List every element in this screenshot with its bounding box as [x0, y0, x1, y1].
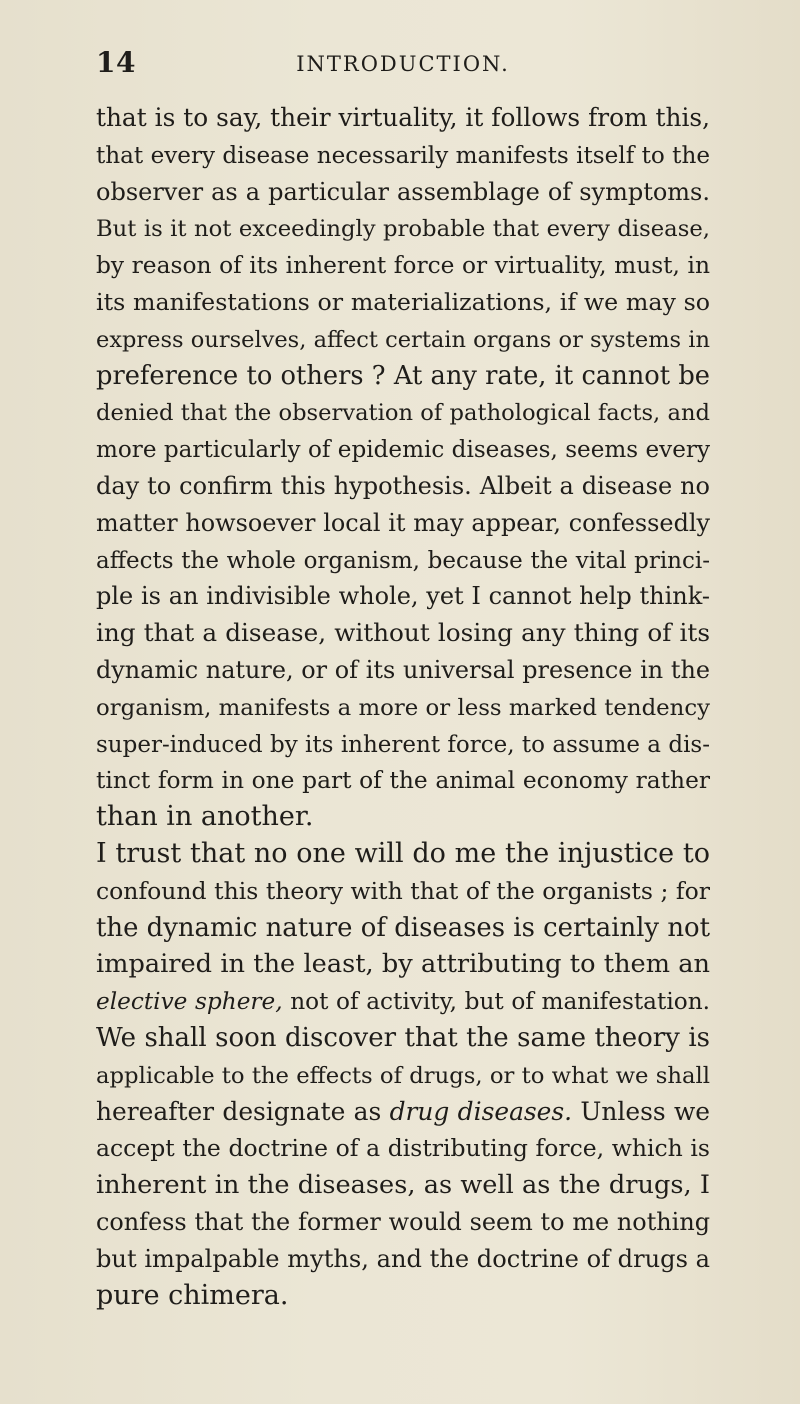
text-segment: not of activity, but of manifestation. [282, 988, 710, 1016]
text-segment: accept the doctrine of a distributing force, which is [96, 1134, 710, 1163]
text-segment: denied that the observation of pathological facts, and [96, 400, 710, 427]
text-segment: observer as a particular assemblage of symptoms. [96, 177, 710, 206]
text-line [96, 394, 710, 431]
text-segment: tinct form in one part of the animal economy rather [96, 767, 710, 795]
text-segment: organism, manifests a more or less marked tendency [96, 694, 710, 721]
text-line [96, 505, 710, 542]
text-segment: day to confirm this hypothesis. Albeit a disease no [96, 471, 710, 500]
text-line [96, 210, 710, 247]
text-segment: applicable to the effects of drugs, or to what we shall [96, 1062, 710, 1089]
text-line [96, 983, 710, 1020]
text-segment: its manifestations or materializations, if we may so [96, 287, 710, 316]
text-line [96, 247, 710, 284]
running-head: INTRODUCTION. [296, 52, 510, 76]
text-line [96, 799, 710, 836]
text-segment: that every disease necessarily manifests itself to the [96, 142, 710, 169]
page-header [96, 46, 710, 82]
text-segment: Unless we [572, 1096, 711, 1126]
text-segment: confess that the former would seem to me nothing [96, 1207, 710, 1236]
italic-text-segment: drug diseases. [389, 1096, 573, 1126]
body-text [96, 100, 710, 1314]
text-line [96, 726, 710, 763]
text-line [96, 946, 710, 983]
text-segment: We shall soon discover that the same theory is [96, 1022, 710, 1053]
text-segment: But is it not exceedingly probable that every disease, [96, 216, 710, 243]
text-line [96, 468, 710, 505]
text-segment: ple is an indivisible whole, yet I cannot help think- [96, 582, 710, 611]
text-line [96, 615, 710, 652]
text-line [96, 1057, 710, 1094]
text-line [96, 762, 710, 799]
text-segment: matter howsoever local it may appear, confessedly [96, 508, 710, 537]
text-line [96, 873, 710, 910]
text-line [96, 100, 710, 137]
text-segment: ing that a disease, without losing any thing of its [96, 618, 710, 648]
text-segment: inherent in the diseases, as well as the drugs, I [96, 1170, 710, 1201]
text-segment: pure chimera. [96, 1279, 289, 1311]
text-line [96, 1130, 710, 1167]
text-segment: affects the whole organism, because the vital princi- [96, 547, 710, 574]
text-segment: the dynamic nature of diseases is certainly not [96, 912, 710, 943]
text-segment: that is to say, their virtuality, it follows from this, [96, 103, 710, 132]
text-line [96, 1020, 710, 1057]
text-line [96, 358, 710, 395]
text-line [96, 542, 710, 579]
text-segment: I trust that no one will do me the injustice to [96, 837, 710, 869]
text-segment: super-induced by its inherent force, to assume a dis- [96, 731, 710, 758]
text-line [96, 689, 710, 726]
text-segment: hereafter designate as [96, 1096, 390, 1126]
text-line [96, 1241, 710, 1278]
text-line [96, 1094, 710, 1131]
text-line [96, 578, 710, 615]
text-segment: dynamic nature, or of its universal presence in the [96, 655, 710, 684]
text-line [96, 174, 710, 211]
text-line [96, 1278, 710, 1315]
text-segment: confound this theory with that of the organists ; for [96, 876, 710, 905]
text-segment: than in another. [96, 801, 314, 833]
text-line [96, 652, 710, 689]
text-line [96, 431, 710, 468]
text-line [96, 321, 710, 358]
page-number: 14 [96, 46, 136, 79]
text-segment: express ourselves, affect certain organs or systems in [96, 326, 710, 353]
text-segment: preference to others ? At any rate, it cannot be [96, 360, 710, 391]
text-line [96, 284, 710, 321]
text-line [96, 137, 710, 174]
text-segment: but impalpable myths, and the doctrine of drugs a [96, 1244, 710, 1273]
text-line [96, 1204, 710, 1241]
text-segment: more particularly of epidemic diseases, seems every [96, 437, 710, 464]
text-line [96, 1167, 710, 1204]
text-segment: impaired in the least, by attributing to them an [96, 949, 710, 980]
text-line [96, 910, 710, 947]
italic-text-segment: elective sphere, [96, 988, 283, 1016]
text-segment: by reason of its inherent force or virtuality, must, in [96, 252, 710, 280]
text-line [96, 836, 710, 873]
